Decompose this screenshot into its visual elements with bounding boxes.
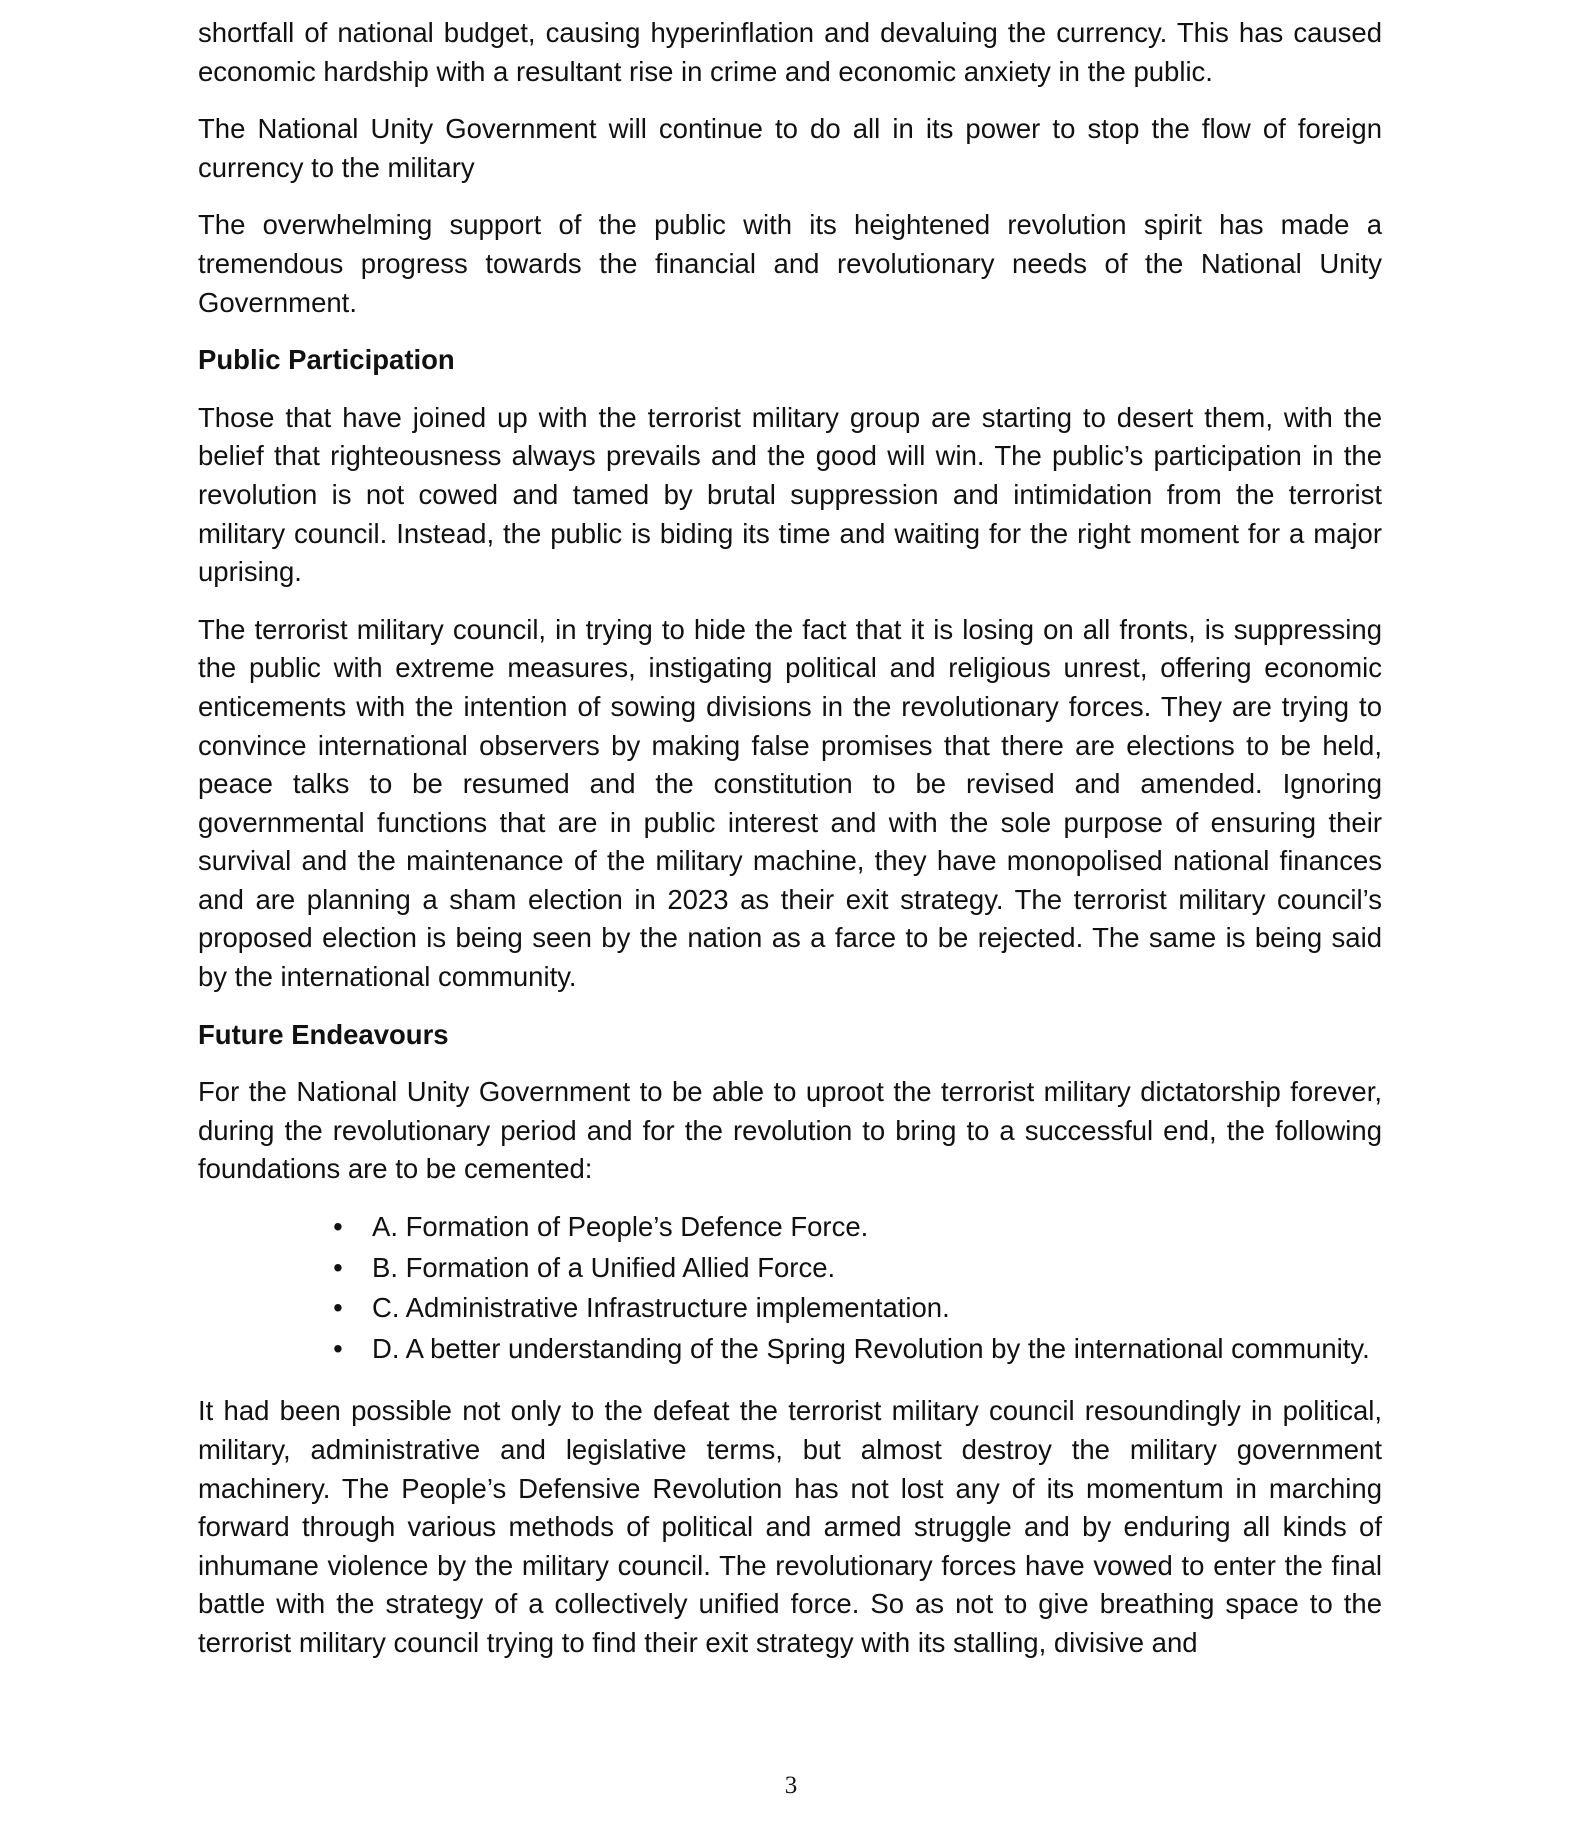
list-item (333, 1330, 1382, 1369)
bullet-icon: • (333, 1211, 343, 1243)
page-number: 3 (784, 1772, 798, 1799)
foundations-list (198, 1208, 1382, 1368)
paragraph-budget-shortfall: shortfall of national budget, causing hyperinflation and devaluing the currency. This has caused economic hardship with a resultant rise in crime and economic anxiety in the public. (198, 17, 1382, 87)
paragraph-military-council: The terrorist military council, in trying to hide the fact that it is losing on all fronts, is suppressing the public with extreme measures, instigating political and religious unrest, offering economic enticements with the intention of sowing divisions in the revolutionary forces. They are trying to convince international observers by making false promises that there are elections to be held, peace talks to be resumed and the constitution to be revised and amended. Ignoring governmental functions that are in public interest and with the sole purpose of ensuring their survival and the maintenance of the military machine, they have monopolised national finances and are planning a sham election in 2023 as their exit strategy. The terrorist military council’s proposed election is being seen by the nation as a farce to be rejected. The same is being said by the international community. (198, 613, 1382, 993)
list-item-text: D. A better understanding of the Spring Revolution by the international community. (372, 1332, 1370, 1364)
list-item (333, 1289, 1382, 1328)
list-item-text: C. Administrative Infrastructure implementation. (372, 1292, 950, 1324)
paragraph-public-support: The overwhelming support of the public with its heightened revolution spirit has made a tremendous progress towards the financial and revolutionary needs of the National Unity Government. (198, 209, 1382, 318)
list-item-text: A. Formation of People’s Defence Force. (372, 1211, 869, 1243)
bullet-icon: • (333, 1292, 343, 1324)
paragraph-closing: It had been possible not only to the defeat the terrorist military council resoundingly in political, military, administrative and legislative terms, but almost destroy the military government machinery. The People’s Defensive Revolution has not lost any of its momentum in marching forward through various methods of political and armed struggle and by enduring all kinds of inhumane violence by the military council. The revolutionary forces have vowed to enter the final battle with the strategy of a collectively unified force. So as not to give breathing space to the terrorist military council trying to find their exit strategy with its stalling, divisive and (198, 1395, 1382, 1658)
heading-public-participation: Public Participation (198, 344, 455, 376)
paragraph-foreign-currency: The National Unity Government will continue to do all in its power to stop the flow of foreign currency to the military (198, 113, 1382, 183)
paragraph-foundations-intro: For the National Unity Government to be able to uproot the terrorist military dictatorship forever, during the revolutionary period and for the revolution to bring to a successful end, the following foundations are to be cemented: (198, 1076, 1382, 1185)
list-item (333, 1249, 1382, 1288)
list-item (333, 1208, 1382, 1247)
paragraph-desertion: Those that have joined up with the terrorist military group are starting to desert them, with the belief that righteousness always prevails and the good will win. The public’s participation in the revolution is not cowed and tamed by brutal suppression and intimidation from the terrorist military council. Instead, the public is biding its time and waiting for the right moment for a major uprising. (198, 401, 1382, 588)
bullet-icon: • (333, 1251, 343, 1283)
list-item-text: B. Formation of a Unified Allied Force. (372, 1251, 836, 1283)
document-page (198, 14, 1382, 1682)
bullet-icon: • (333, 1332, 343, 1364)
heading-future-endeavours: Future Endeavours (198, 1018, 449, 1050)
